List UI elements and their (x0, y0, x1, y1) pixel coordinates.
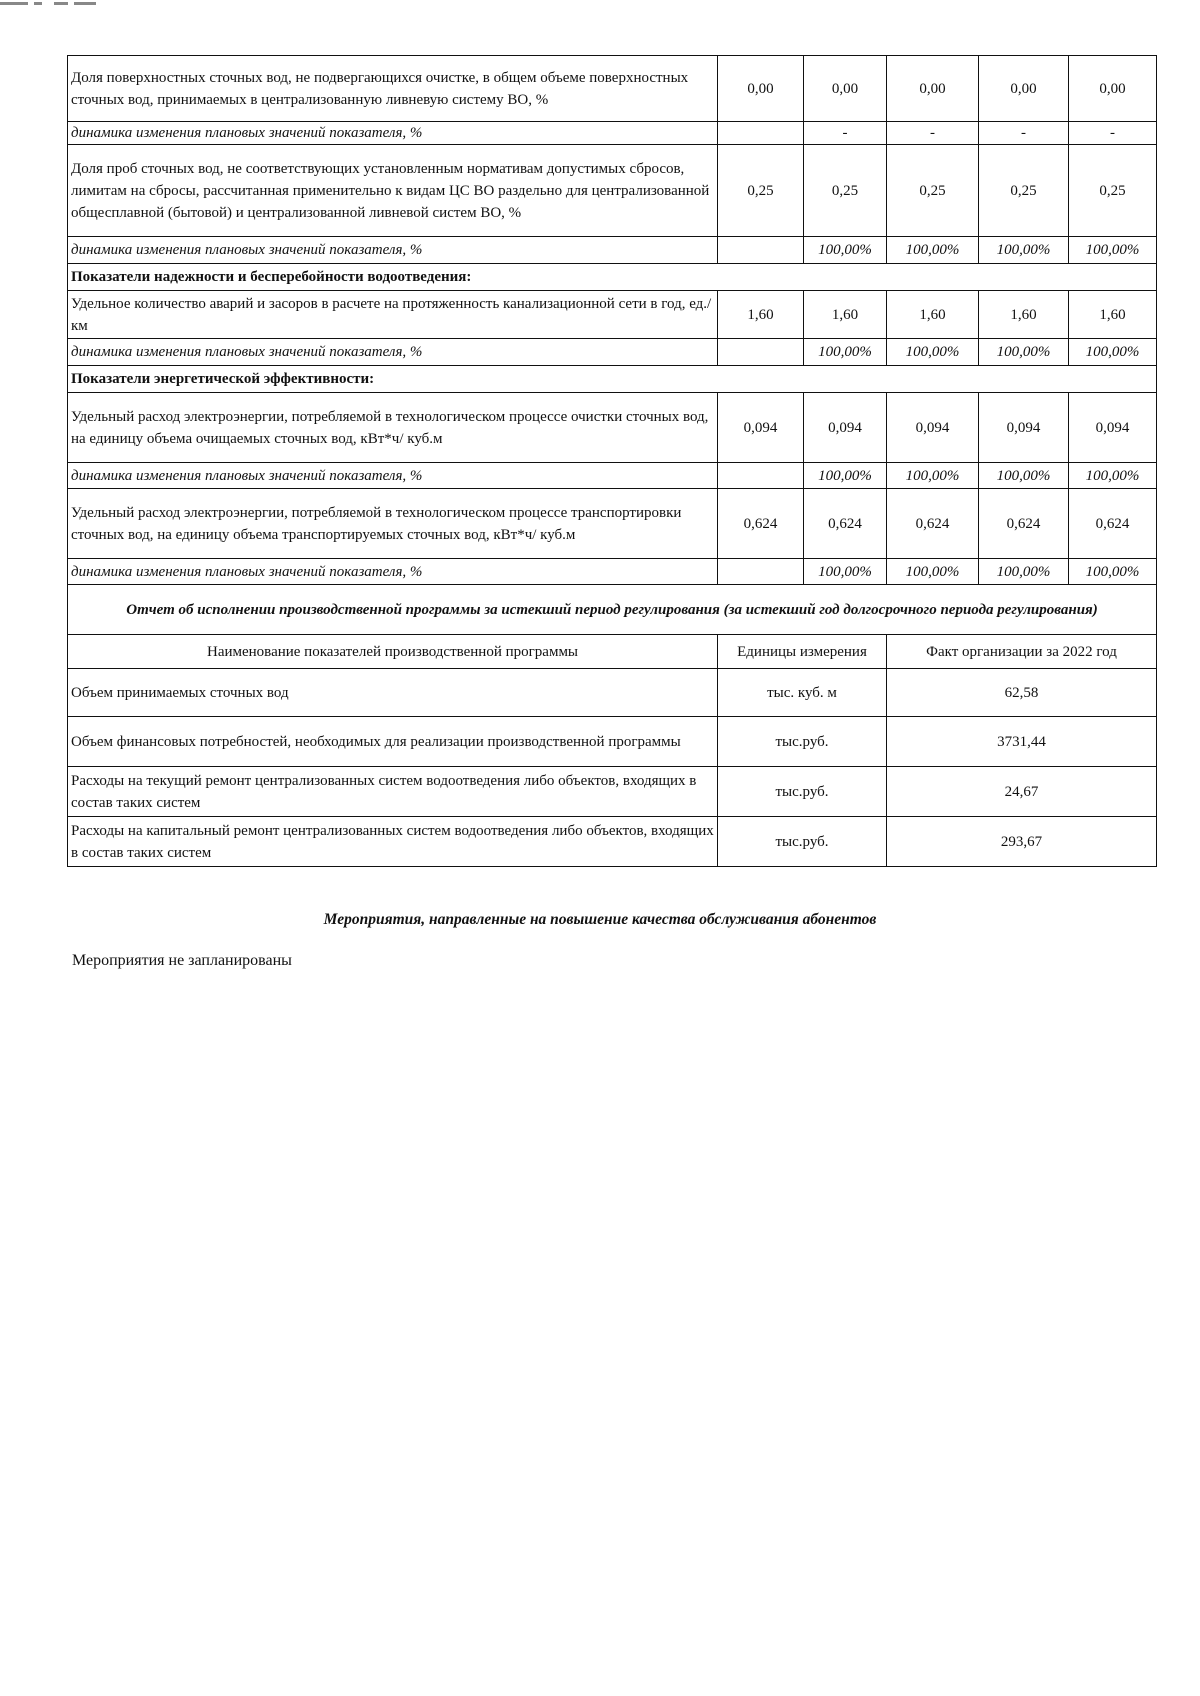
indicator-value: 0,00 (804, 56, 887, 122)
dynamics-label: динамика изменения плановых значений показателя, % (68, 339, 718, 366)
indicator-label: Удельное количество аварий и засоров в расчете на протяженность канализационной сети в год, ед./км (68, 291, 718, 339)
dynamics-value: 100,00% (804, 463, 887, 489)
indicator-label: Доля поверхностных сточных вод, не подвергающихся очистке, в общем объеме поверхностных сточных вод, принимаемых в централизованную ливневую систему ВО, % (68, 56, 718, 122)
report-title: Отчет об исполнении производственной программы за истекший период регулирования (за истекший год долгосрочного периода регулирования) (68, 585, 1157, 635)
indicator-value: 0,624 (718, 489, 804, 559)
indicator-value: 1,60 (1069, 291, 1157, 339)
indicator-value: 0,00 (1069, 56, 1157, 122)
dynamics-label: динамика изменения плановых значений показателя, % (68, 463, 718, 489)
indicator-label: Удельный расход электроэнергии, потребляемой в технологическом процессе транспортировки сточных вод, на единицу объема транспортируемых сточных вод, кВт*ч/ куб.м (68, 489, 718, 559)
indicator-value: 0,00 (718, 56, 804, 122)
measures-text: Мероприятия не запланированы (72, 952, 292, 969)
indicator-value: 0,25 (718, 145, 804, 237)
report-row-name: Объем принимаемых сточных вод (68, 669, 718, 717)
section-row (68, 264, 1157, 291)
section-heading: Показатели надежности и бесперебойности водоотведения: (68, 264, 1157, 291)
dynamics-value: 100,00% (1069, 559, 1157, 585)
indicator-label: Удельный расход электроэнергии, потребляемой в технологическом процессе очистки сточных вод, на единицу объема очищаемых сточных вод, кВт*ч/ куб.м (68, 393, 718, 463)
indicators-table (67, 55, 1157, 867)
dynamics-value: - (1069, 122, 1157, 145)
header-name: Наименование показателей производственной программы (68, 635, 718, 669)
measures-title: Мероприятия, направленные на повышение качества обслуживания абонентов (323, 911, 877, 928)
indicator-value: 1,60 (887, 291, 979, 339)
report-row (68, 717, 1157, 767)
dynamics-row (68, 339, 1157, 366)
indicator-value: 1,60 (979, 291, 1069, 339)
scan-artifact (74, 2, 96, 5)
report-row-name: Расходы на текущий ремонт централизованных систем водоотведения либо объектов, входящих в состав таких систем (68, 767, 718, 817)
dynamics-value: 100,00% (979, 339, 1069, 366)
dynamics-label: динамика изменения плановых значений показателя, % (68, 122, 718, 145)
dynamics-value: 100,00% (1069, 339, 1157, 366)
header-unit: Единицы измерения (718, 635, 887, 669)
report-row-value: 62,58 (887, 669, 1157, 717)
indicator-value: 1,60 (804, 291, 887, 339)
report-row-value: 3731,44 (887, 717, 1157, 767)
indicator-value: 0,094 (718, 393, 804, 463)
report-row-name: Расходы на капитальный ремонт централизованных систем водоотведения либо объектов, входящих в состав таких систем (68, 817, 718, 867)
dynamics-value: 100,00% (887, 237, 979, 264)
dynamics-value: 100,00% (887, 463, 979, 489)
report-row-name: Объем финансовых потребностей, необходимых для реализации производственной программы (68, 717, 718, 767)
dynamics-value (718, 339, 804, 366)
report-title-row (68, 585, 1157, 635)
indicator-row (68, 489, 1157, 559)
dynamics-value: 100,00% (979, 463, 1069, 489)
dynamics-value: - (979, 122, 1069, 145)
indicator-value: 0,00 (979, 56, 1069, 122)
section-row (68, 366, 1157, 393)
dynamics-label: динамика изменения плановых значений показателя, % (68, 237, 718, 264)
indicator-value: 0,094 (804, 393, 887, 463)
dynamics-value: - (804, 122, 887, 145)
report-header-row (68, 635, 1157, 669)
dynamics-value: 100,00% (1069, 237, 1157, 264)
indicator-value: 0,25 (1069, 145, 1157, 237)
report-row-value: 24,67 (887, 767, 1157, 817)
dynamics-row (68, 463, 1157, 489)
indicator-row (68, 56, 1157, 122)
report-row-value: 293,67 (887, 817, 1157, 867)
indicator-value: 0,25 (979, 145, 1069, 237)
dynamics-label: динамика изменения плановых значений показателя, % (68, 559, 718, 585)
report-row-unit: тыс.руб. (718, 717, 887, 767)
indicator-value: 0,25 (887, 145, 979, 237)
report-row (68, 767, 1157, 817)
indicator-value: 1,60 (718, 291, 804, 339)
report-row-unit: тыс.руб. (718, 767, 887, 817)
dynamics-value: 100,00% (979, 237, 1069, 264)
indicator-value: 0,624 (887, 489, 979, 559)
dynamics-value: 100,00% (804, 339, 887, 366)
scan-artifact (34, 2, 42, 5)
indicator-value: 0,624 (804, 489, 887, 559)
dynamics-value: - (887, 122, 979, 145)
header-fact: Факт организации за 2022 год (887, 635, 1157, 669)
indicator-value: 0,624 (1069, 489, 1157, 559)
indicator-value: 0,624 (979, 489, 1069, 559)
dynamics-value: 100,00% (804, 559, 887, 585)
dynamics-value (718, 237, 804, 264)
scan-artifact (54, 2, 68, 5)
dynamics-value (718, 559, 804, 585)
report-row (68, 669, 1157, 717)
dynamics-value (718, 122, 804, 145)
dynamics-row (68, 559, 1157, 585)
section-heading: Показатели энергетической эффективности: (68, 366, 1157, 393)
dynamics-row (68, 122, 1157, 145)
dynamics-value: 100,00% (887, 559, 979, 585)
indicator-value: 0,00 (887, 56, 979, 122)
indicator-value: 0,25 (804, 145, 887, 237)
indicator-row (68, 291, 1157, 339)
dynamics-value: 100,00% (887, 339, 979, 366)
report-row-unit: тыс. куб. м (718, 669, 887, 717)
indicator-value: 0,094 (979, 393, 1069, 463)
report-row (68, 817, 1157, 867)
dynamics-value: 100,00% (804, 237, 887, 264)
indicator-row (68, 145, 1157, 237)
indicator-value: 0,094 (1069, 393, 1157, 463)
scan-artifact (0, 2, 28, 5)
indicator-label: Доля проб сточных вод, не соответствующих установленным нормативам допустимых сбросов, лимитам на сбросы, рассчитанная применительно к видам ЦС ВО раздельно для централизованной общесплавной (бытовой) и централизованной ливневой систем ВО, % (68, 145, 718, 237)
dynamics-row (68, 237, 1157, 264)
indicator-value: 0,094 (887, 393, 979, 463)
dynamics-value: 100,00% (979, 559, 1069, 585)
dynamics-value: 100,00% (1069, 463, 1157, 489)
indicator-row (68, 393, 1157, 463)
dynamics-value (718, 463, 804, 489)
report-row-unit: тыс.руб. (718, 817, 887, 867)
